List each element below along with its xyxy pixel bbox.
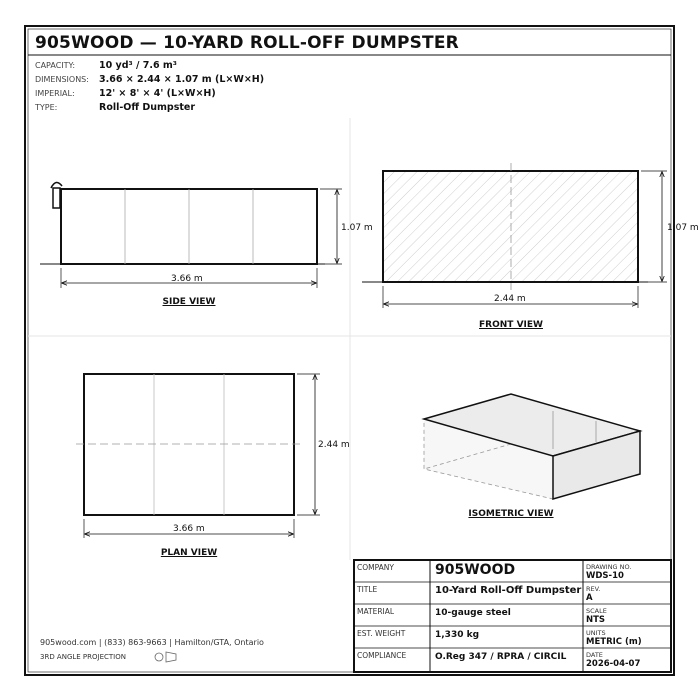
- spec-value-dimensions: 3.66 × 2.44 × 1.07 m (L×W×H): [99, 74, 265, 85]
- page-title: 905WOOD — 10-YARD ROLL-OFF DUMPSTER: [35, 33, 459, 53]
- tb-company: 905WOOD: [435, 562, 516, 578]
- spec-value-type: Roll-Off Dumpster: [99, 102, 196, 113]
- front-view-label: FRONT VIEW: [479, 320, 543, 330]
- spec-key-dimensions: DIMENSIONS:: [35, 75, 89, 84]
- tb-material-label: MATERIAL: [357, 607, 395, 616]
- side-view: [40, 182, 342, 288]
- isometric-view: [424, 394, 640, 499]
- side-hook-bracket: [53, 188, 60, 208]
- front-width-dim: 2.44 m: [494, 294, 526, 304]
- tb-units: METRIC (m): [586, 637, 642, 647]
- tb-material: 10-gauge steel: [435, 608, 511, 618]
- tb-scale-label: SCALE: [586, 607, 607, 615]
- spec-key-capacity: CAPACITY:: [35, 61, 76, 70]
- spec-value-capacity: 10 yd³ / 7.6 m³: [99, 60, 177, 71]
- spec-key-imperial: IMPERIAL:: [35, 89, 75, 98]
- tb-date: 2026-04-07: [586, 659, 641, 669]
- tb-title-label: TITLE: [357, 585, 378, 594]
- plan-width-dim: 2.44 m: [318, 440, 350, 450]
- tb-drawing-no: WDS-10: [586, 571, 624, 581]
- plan-view: [76, 374, 320, 538]
- side-hook: [51, 182, 62, 188]
- side-view-label: SIDE VIEW: [162, 297, 216, 307]
- tb-rev: A: [586, 593, 593, 603]
- spec-key-type: TYPE:: [35, 103, 58, 112]
- tb-rev-label: REV.: [586, 585, 601, 593]
- footer-contact: 905wood.com | (833) 863-9663 | Hamilton/GTA, Ontario: [40, 638, 264, 647]
- tb-drawing-no-label: DRAWING NO.: [586, 563, 632, 571]
- plan-view-label: PLAN VIEW: [160, 548, 218, 558]
- tb-title: 10-Yard Roll-Off Dumpster: [435, 585, 582, 596]
- tb-weight-label: EST. WEIGHT: [357, 629, 406, 638]
- side-length-dim: 3.66 m: [171, 274, 203, 284]
- tb-units-label: UNITS: [586, 629, 606, 637]
- tb-compliance: O.Reg 347 / RPRA / CIRCIL: [435, 652, 567, 662]
- tb-compliance-label: COMPLIANCE: [357, 651, 407, 660]
- tb-company-label: COMPANY: [357, 563, 394, 572]
- plan-body: [84, 374, 294, 515]
- tb-scale: NTS: [586, 615, 606, 625]
- tb-weight: 1,330 kg: [435, 630, 480, 640]
- isometric-view-label: ISOMETRIC VIEW: [468, 509, 554, 519]
- plan-length-dim: 3.66 m: [173, 524, 205, 534]
- projection-symbol-icon: [155, 652, 176, 662]
- tb-date-label: DATE: [586, 651, 603, 659]
- footer-projection: 3RD ANGLE PROJECTION: [40, 653, 126, 661]
- side-height-dim: 1.07 m: [341, 223, 373, 233]
- front-height-dim: 1.07 m: [667, 223, 699, 233]
- spec-value-imperial: 12' × 8' × 4' (L×W×H): [99, 88, 216, 99]
- front-body: [383, 171, 638, 282]
- front-view: [362, 163, 667, 308]
